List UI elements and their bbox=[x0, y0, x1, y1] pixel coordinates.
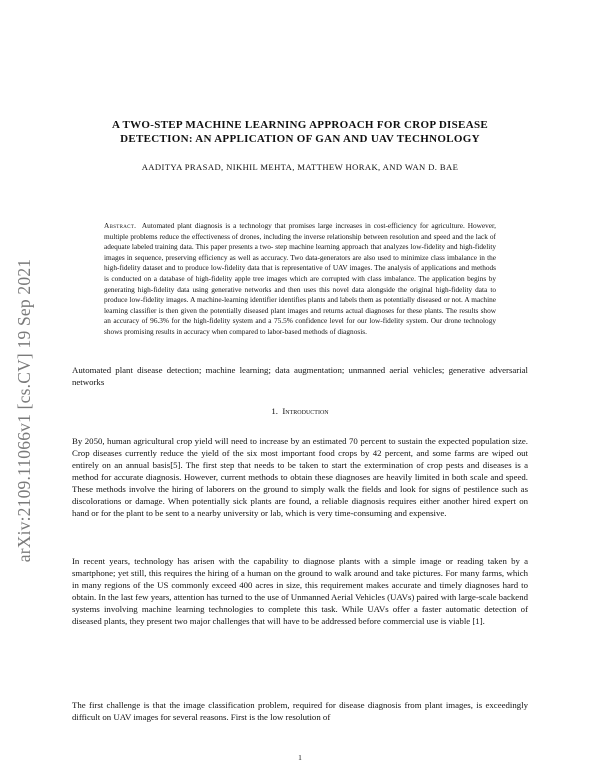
arxiv-identifier bbox=[10, 210, 40, 610]
paper-title bbox=[72, 118, 528, 146]
abstract-text: Automated plant diagnosis is a technology that promises large increases in cost-efficiency for agriculture. However, multiple problems reduce the effectiveness of drones, including the inverse relationship between resolution and speed and the lack of adequate labeled training data. This paper presents a two- step machine learning approach that analyzes low-fidelity and high-fidelity images in sequence, preserving efficiency as well as accuracy. Two data-generators are also used to minimize class imbalance in the high-fidelity dataset and to produce low-fidelity data that is representative of UAV images. The analysis of applications and methods is conducted on a database of high-fidelity apple tree images which are corrupted with class imbalance. The application begins by generating high-fidelity data using generative networks and then uses this novel data alongside the original high-fidelity data to produce low-fidelity images. A machine-learning identifier identifies plants and labels them as potentially diseased or not. A machine learning classifier is then given the potentially diseased plant images and returns actual diagnoses for these plants. The results show an accuracy of 96.3% for the high-fidelity system and a 75.5% confidence level for our low-fidelity system. Our drone technology shows promising results in accuracy when compared to labor-based methods of diagnosis. bbox=[104, 221, 497, 336]
author-list: AADITYA PRASAD, NIKHIL MEHTA, MATTHEW HORAK, AND WAN D. BAE bbox=[141, 162, 459, 172]
title-line-2: DETECTION: AN APPLICATION OF GAN AND UAV TECHNOLOGY bbox=[120, 133, 480, 145]
abstract bbox=[104, 221, 496, 338]
section-heading bbox=[72, 406, 528, 416]
page-number: 1 bbox=[298, 753, 302, 762]
keywords: Automated plant disease detection; machine learning; data augmentation; unmanned aerial vehicles; generative adversarial networks bbox=[72, 365, 528, 387]
body-paragraph: The first challenge is that the image classification problem, required for disease diagnosis from plant images, is exceedingly difficult on UAV images for several reasons. First is the low resolution of bbox=[72, 700, 528, 722]
arxiv-identifier-text: arXiv:2109.11066v1 [cs.CV] 19 Sep 2021 bbox=[14, 258, 35, 562]
section-number: 1. bbox=[271, 406, 278, 416]
body-paragraph: By 2050, human agricultural crop yield will need to increase by an estimated 70 percent to sustain the expected population size. Crop diseases currently reduce the yield of the six most important food crops by 42 percent, and some farms are wiped out entirely on an annual basis[5]. The first step that needs to be taken to start the extermination of crop pests and diseases is a method for accurate diagnosis. However, current methods to obtain these diagnoses are heavily limited in both scale and speed. These methods involve the hiring of laborers on the ground to simply walk the fields and look for signs of pestilence such as discolorations or damage. When potentially sick plants are found, a reliable diagnosis requires either another hired expert on hand or for the plant to be sent to a nearby university or lab, which is very time-consuming and expensive. bbox=[72, 436, 528, 518]
abstract-label: Abstract. bbox=[104, 221, 137, 230]
title-line-1: A TWO-STEP MACHINE LEARNING APPROACH FOR CROP DISEASE bbox=[112, 119, 488, 131]
section-title: Introduction bbox=[282, 406, 329, 416]
body-paragraph: In recent years, technology has arisen with the capability to diagnose plants with a simple image or reading taken by a smartphone; yet still, this requires the hiring of a human on the ground to walk around and take pictures. For many farms, which in many regions of the US commonly exceed 400 acres in size, this requirement makes accurate and timely diagnoses hard to obtain. In the last few years, attention has turned to the use of Unmanned Aerial Vehicles (UAVs) paired with large-scale backend systems involving machine learning technologies to complete this task. While UAVs offer a faster automatic detection of diseased plants, they present two major challenges that will have to be addressed before commercial use is viable [1]. bbox=[72, 556, 528, 626]
